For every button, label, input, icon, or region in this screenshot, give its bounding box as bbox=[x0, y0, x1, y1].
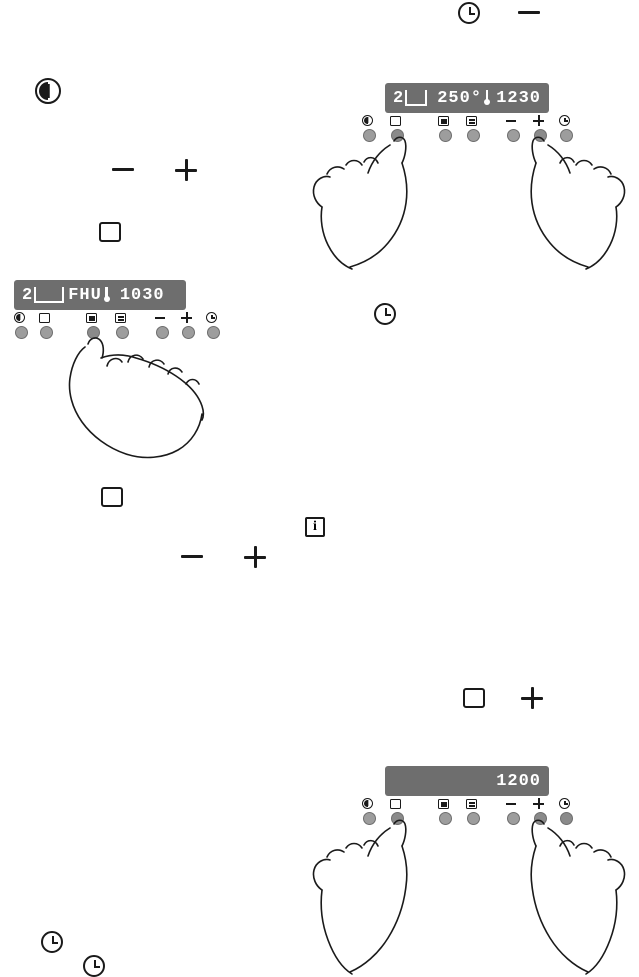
power-icon bbox=[362, 798, 373, 809]
clock-icon bbox=[83, 955, 105, 977]
oven-cavity-icon bbox=[405, 90, 427, 106]
square-icon bbox=[390, 798, 401, 809]
plus-icon bbox=[521, 687, 543, 709]
clock-icon bbox=[41, 931, 63, 953]
minus-icon bbox=[506, 115, 516, 122]
hand-illustration bbox=[520, 818, 639, 977]
thermometer-icon bbox=[484, 90, 488, 106]
oven-display bbox=[385, 766, 549, 796]
square-lines-icon bbox=[115, 312, 126, 323]
grill-button[interactable] bbox=[467, 129, 480, 142]
power-icon bbox=[362, 115, 373, 126]
plus-icon bbox=[533, 115, 544, 126]
square-icon bbox=[463, 688, 485, 708]
display-temperature: 250° bbox=[437, 88, 483, 108]
hand-illustration bbox=[310, 135, 440, 280]
display-zone: 2 bbox=[22, 285, 34, 305]
display-zone: 2 bbox=[393, 88, 405, 108]
minus-icon bbox=[155, 312, 165, 319]
plus-icon bbox=[181, 312, 192, 323]
square-icon bbox=[101, 487, 123, 507]
clock-icon bbox=[374, 303, 396, 325]
plus-icon bbox=[533, 798, 544, 809]
display-time: 1230 bbox=[496, 88, 541, 108]
plus-icon bbox=[244, 546, 266, 568]
clock-icon bbox=[559, 115, 570, 126]
minus-icon bbox=[506, 798, 516, 805]
square-lines-icon bbox=[466, 798, 477, 809]
hand-illustration bbox=[520, 135, 639, 280]
plus-icon bbox=[175, 159, 197, 181]
heat-level-button[interactable] bbox=[439, 812, 452, 825]
power-icon bbox=[35, 78, 61, 104]
minus-button[interactable] bbox=[507, 129, 520, 142]
hand-illustration bbox=[60, 330, 220, 490]
square-icon bbox=[99, 222, 121, 242]
minus-icon bbox=[112, 168, 134, 171]
square-lines-icon bbox=[466, 115, 477, 126]
oven-function-button[interactable] bbox=[40, 326, 53, 339]
thermometer-icon bbox=[104, 287, 110, 303]
square-filled-icon bbox=[86, 312, 97, 323]
square-filled-icon bbox=[438, 798, 449, 809]
oven-display bbox=[385, 83, 549, 113]
minus-icon bbox=[181, 555, 203, 558]
minus-icon bbox=[518, 11, 540, 14]
info-icon: i bbox=[305, 517, 325, 537]
heat-level-button[interactable] bbox=[439, 129, 452, 142]
square-icon bbox=[390, 115, 401, 126]
minus-button[interactable] bbox=[507, 812, 520, 825]
clock-icon bbox=[458, 2, 480, 24]
grill-button[interactable] bbox=[467, 812, 480, 825]
clock-icon bbox=[206, 312, 217, 323]
oven-display bbox=[14, 280, 186, 310]
oven-cavity-icon bbox=[34, 287, 64, 303]
display-time: 1200 bbox=[496, 771, 541, 791]
power-button[interactable] bbox=[15, 326, 28, 339]
square-icon bbox=[39, 312, 50, 323]
display-time: 1030 bbox=[119, 285, 165, 305]
power-icon bbox=[14, 312, 25, 323]
display-mode: FHU bbox=[68, 285, 102, 305]
hand-illustration bbox=[310, 818, 440, 977]
square-filled-icon bbox=[438, 115, 449, 126]
clock-icon bbox=[559, 798, 570, 809]
